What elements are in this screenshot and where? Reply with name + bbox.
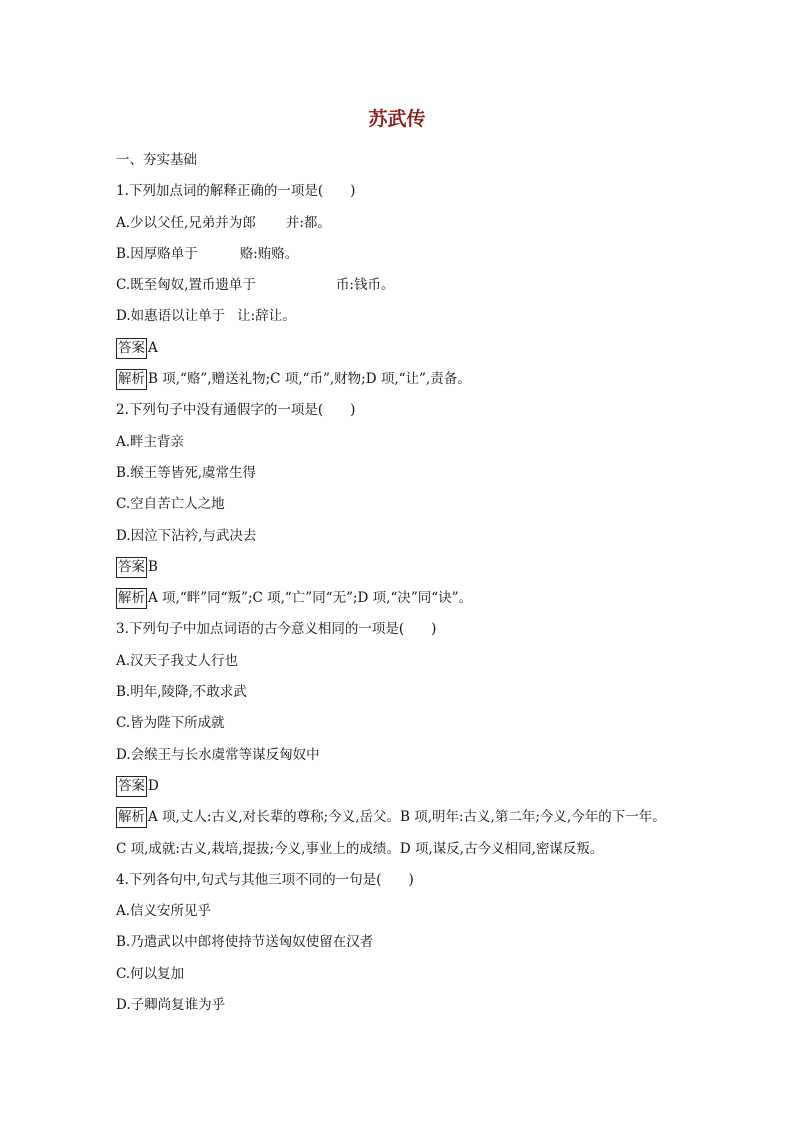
q2-stem: 2.下列句子中没有通假字的一项是( ) <box>116 402 356 419</box>
answer-tag: 答案 <box>116 557 147 578</box>
answer-value: B <box>148 558 158 575</box>
q3-analysis-continued: C 项,成就:古义,栽培,提拔;今义,事业上的成绩。D 项,谋反,古今义相同,密谋反叛。 <box>116 840 604 857</box>
q4-option-c: C.何以复加 <box>116 965 185 982</box>
q3-option-a: A.汉天子我丈人行也 <box>116 652 239 669</box>
q2-option-c: C.空自苦亡人之地 <box>116 496 225 513</box>
analysis-tag: 解析 <box>116 807 147 828</box>
analysis-tag: 解析 <box>116 369 147 390</box>
q3-stem: 3.下列句子中加点词语的古今意义相同的一项是( ) <box>116 621 437 638</box>
q4-stem: 4.下列各句中,句式与其他三项不同的一句是( ) <box>116 871 414 888</box>
page-title: 苏武传 <box>368 108 426 130</box>
q2-option-a: A.畔主背亲 <box>116 433 185 450</box>
analysis-text: B 项,“赂”,赠送礼物;C 项,“币”,财物;D 项,“让”,责备。 <box>148 371 471 388</box>
option-gloss: 赂:贿赂。 <box>239 245 299 262</box>
answer-value: D <box>148 777 159 794</box>
q1-option-a <box>116 208 716 239</box>
answer-tag: 答案 <box>116 338 147 359</box>
answer-tag: 答案 <box>116 776 147 797</box>
q4-option-a: A.信义安所见乎 <box>116 903 212 920</box>
analysis-tag: 解析 <box>116 588 147 609</box>
option-text: A.少以父任,兄弟并为郎 <box>116 214 256 231</box>
option-gloss: 让:辞让。 <box>237 308 296 325</box>
q1-option-d <box>116 301 716 332</box>
q2-answer <box>116 552 716 583</box>
q2-analysis <box>116 583 716 614</box>
option-text: B.因厚赂单于 <box>116 245 198 262</box>
q1-stem: 1.下列加点词的解释正确的一项是( ) <box>116 183 356 200</box>
q4-option-d: D.子卿尚复谁为乎 <box>116 997 226 1014</box>
option-gloss: 币:钱币。 <box>335 277 395 294</box>
content-body <box>116 145 716 1021</box>
answer-value: A <box>148 339 158 356</box>
analysis-text: A 项,“畔”同“叛”;C 项,“亡”同“无”;D 项,“决”同“诀”。 <box>148 590 473 607</box>
option-text: C.既至匈奴,置币遗单于 <box>116 277 256 294</box>
q1-answer <box>116 333 716 364</box>
q2-option-b: B.缑王等皆死,虞常生得 <box>116 464 257 481</box>
q3-option-b: B.明年,陵降,不敢求武 <box>116 684 247 701</box>
section-heading: 一、夯实基础 <box>116 152 197 168</box>
q3-analysis <box>116 802 716 833</box>
analysis-text: A 项,丈人:古义,对长辈的尊称;今义,岳父。B 项,明年:古义,第二年;今义,今年的下一年。 <box>148 809 666 826</box>
q3-option-c: C.皆为陛下所成就 <box>116 715 225 732</box>
q1-analysis <box>116 364 716 395</box>
q3-answer <box>116 771 716 802</box>
q2-option-d: D.因泣下沾衿,与武决去 <box>116 527 257 544</box>
q1-option-b <box>116 239 716 270</box>
q4-option-b: B.乃遣武以中郎将使持节送匈奴使留在汉者 <box>116 934 374 951</box>
option-gloss: 并:都。 <box>285 214 331 231</box>
q1-option-c <box>116 270 716 301</box>
option-text: D.如惠语以让单于 <box>116 308 226 325</box>
q3-option-d: D.会缑王与长水虞常等谋反匈奴中 <box>116 746 320 763</box>
